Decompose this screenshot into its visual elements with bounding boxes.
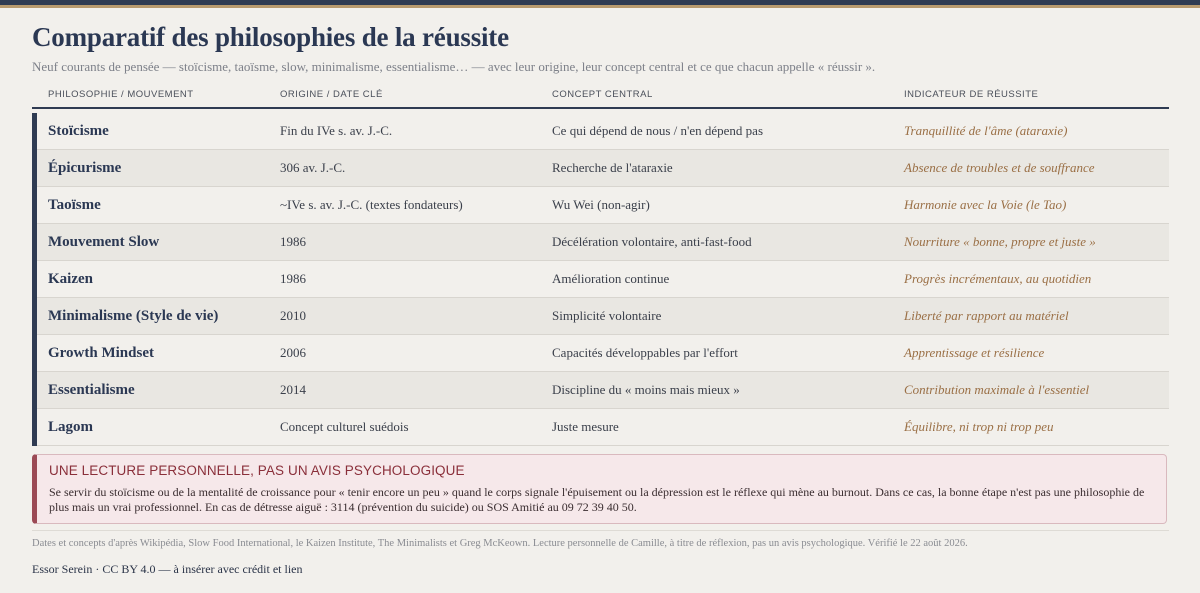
philosophy-name: Minimalisme (Style de vie) [48,308,219,324]
concept-cell: Décélération volontaire, anti-fast-food [552,234,752,249]
table-row [37,187,1169,224]
concept-cell: Simplicité volontaire [552,308,662,323]
philosophy-name: Lagom [48,419,93,435]
footer-divider [32,530,1169,531]
main-content [32,22,1169,446]
philosophy-name: Taoïsme [48,197,101,213]
origin-cell: 1986 [280,234,306,249]
concept-cell: Amélioration continue [552,271,670,286]
table-row [37,335,1169,372]
indicator-cell: Contribution maximale à l'essentiel [904,382,1090,397]
philosophy-name: Épicurisme [48,160,122,176]
disclaimer-notice [32,454,1167,524]
indicator-cell: Nourriture « bonne, propre et juste » [904,234,1096,249]
indicator-cell: Apprentissage et résilience [904,345,1045,360]
concept-cell: Capacités développables par l'effort [552,345,738,360]
origin-cell: 2010 [280,308,306,323]
indicator-cell: Tranquillité de l'âme (ataraxie) [904,123,1068,138]
table-row [37,113,1169,150]
concept-cell: Juste mesure [552,419,619,434]
origin-cell: 2014 [280,382,306,397]
notice-text: Se servir du stoïcisme ou de la mentalité de croissance pour « tenir encore un peu » quand le corps signale l'épuisement ou la dépression est le réflexe qui mène au burnout. Dans ce cas, la bonne étape n'est pas une philosophie de plus mais un vrai professionnel. En cas de détresse aiguë : 3114 (prévention du suicide) ou SOS Amitié au 09 72 39 40 50. [49,485,1145,514]
column-header-origin: ORIGINE / DATE CLÉ [280,89,383,100]
origin-cell: 1986 [280,271,306,286]
philosophy-name: Essentialisme [48,382,135,398]
indicator-cell: Équilibre, ni trop ni trop peu [904,419,1054,434]
table-row [37,150,1169,187]
concept-cell: Ce qui dépend de nous / n'en dépend pas [552,123,764,138]
indicator-cell: Liberté par rapport au matériel [904,308,1069,323]
table-row [37,409,1169,446]
table-row [37,261,1169,298]
origin-cell: 2006 [280,345,306,360]
concept-cell: Discipline du « moins mais mieux » [552,382,740,397]
indicator-cell: Absence de troubles et de souffrance [904,160,1095,175]
table-row [37,224,1169,261]
origin-cell: Fin du IVe s. av. J.-C. [280,123,393,138]
concept-cell: Recherche de l'ataraxie [552,160,673,175]
page-title: Comparatif des philosophies de la réussite [32,22,509,52]
philosophy-name: Kaizen [48,271,93,287]
table-row [37,372,1169,409]
credit-line: Essor Serein · CC BY 4.0 — à insérer avec crédit et lien [32,562,303,576]
concept-cell: Wu Wei (non-agir) [552,197,650,212]
column-header-indicator: INDICATEUR DE RÉUSSITE [904,89,1039,100]
indicator-cell: Progrès incrémentaux, au quotidien [904,271,1092,286]
table-header [32,81,1169,109]
origin-cell: Concept culturel suédois [280,419,409,434]
origin-cell: 306 av. J.-C. [280,160,346,175]
column-header-concept: CONCEPT CENTRAL [552,89,653,100]
table-row [37,298,1169,335]
indicator-cell: Harmonie avec la Voie (le Tao) [904,197,1067,212]
top-accent-stripe [0,5,1200,8]
philosophy-name: Stoïcisme [48,123,109,139]
column-header-philosophy: PHILOSOPHIE / MOUVEMENT [48,89,194,100]
table-body [32,113,1169,446]
notice-title: UNE LECTURE PERSONNELLE, PAS UN AVIS PSYCHOLOGIQUE [49,463,465,478]
philosophy-name: Growth Mindset [48,345,154,361]
sources-note: Dates et concepts d'après Wikipédia, Slow Food International, le Kaizen Institute, The Minimalists et Greg McKeown. Lecture personnelle de Camille, à titre de réflexion, pas un avis psychologique. Vérifié le 22 août 2026. [32,538,968,549]
page-subtitle: Neuf courants de pensée — stoïcisme, taoïsme, slow, minimalisme, essentialisme… — avec leur origine, leur concept central et ce que chacun appelle « réussir ». [32,59,876,74]
philosophy-name: Mouvement Slow [48,234,160,250]
origin-cell: ~IVe s. av. J.-C. (textes fondateurs) [280,197,463,212]
